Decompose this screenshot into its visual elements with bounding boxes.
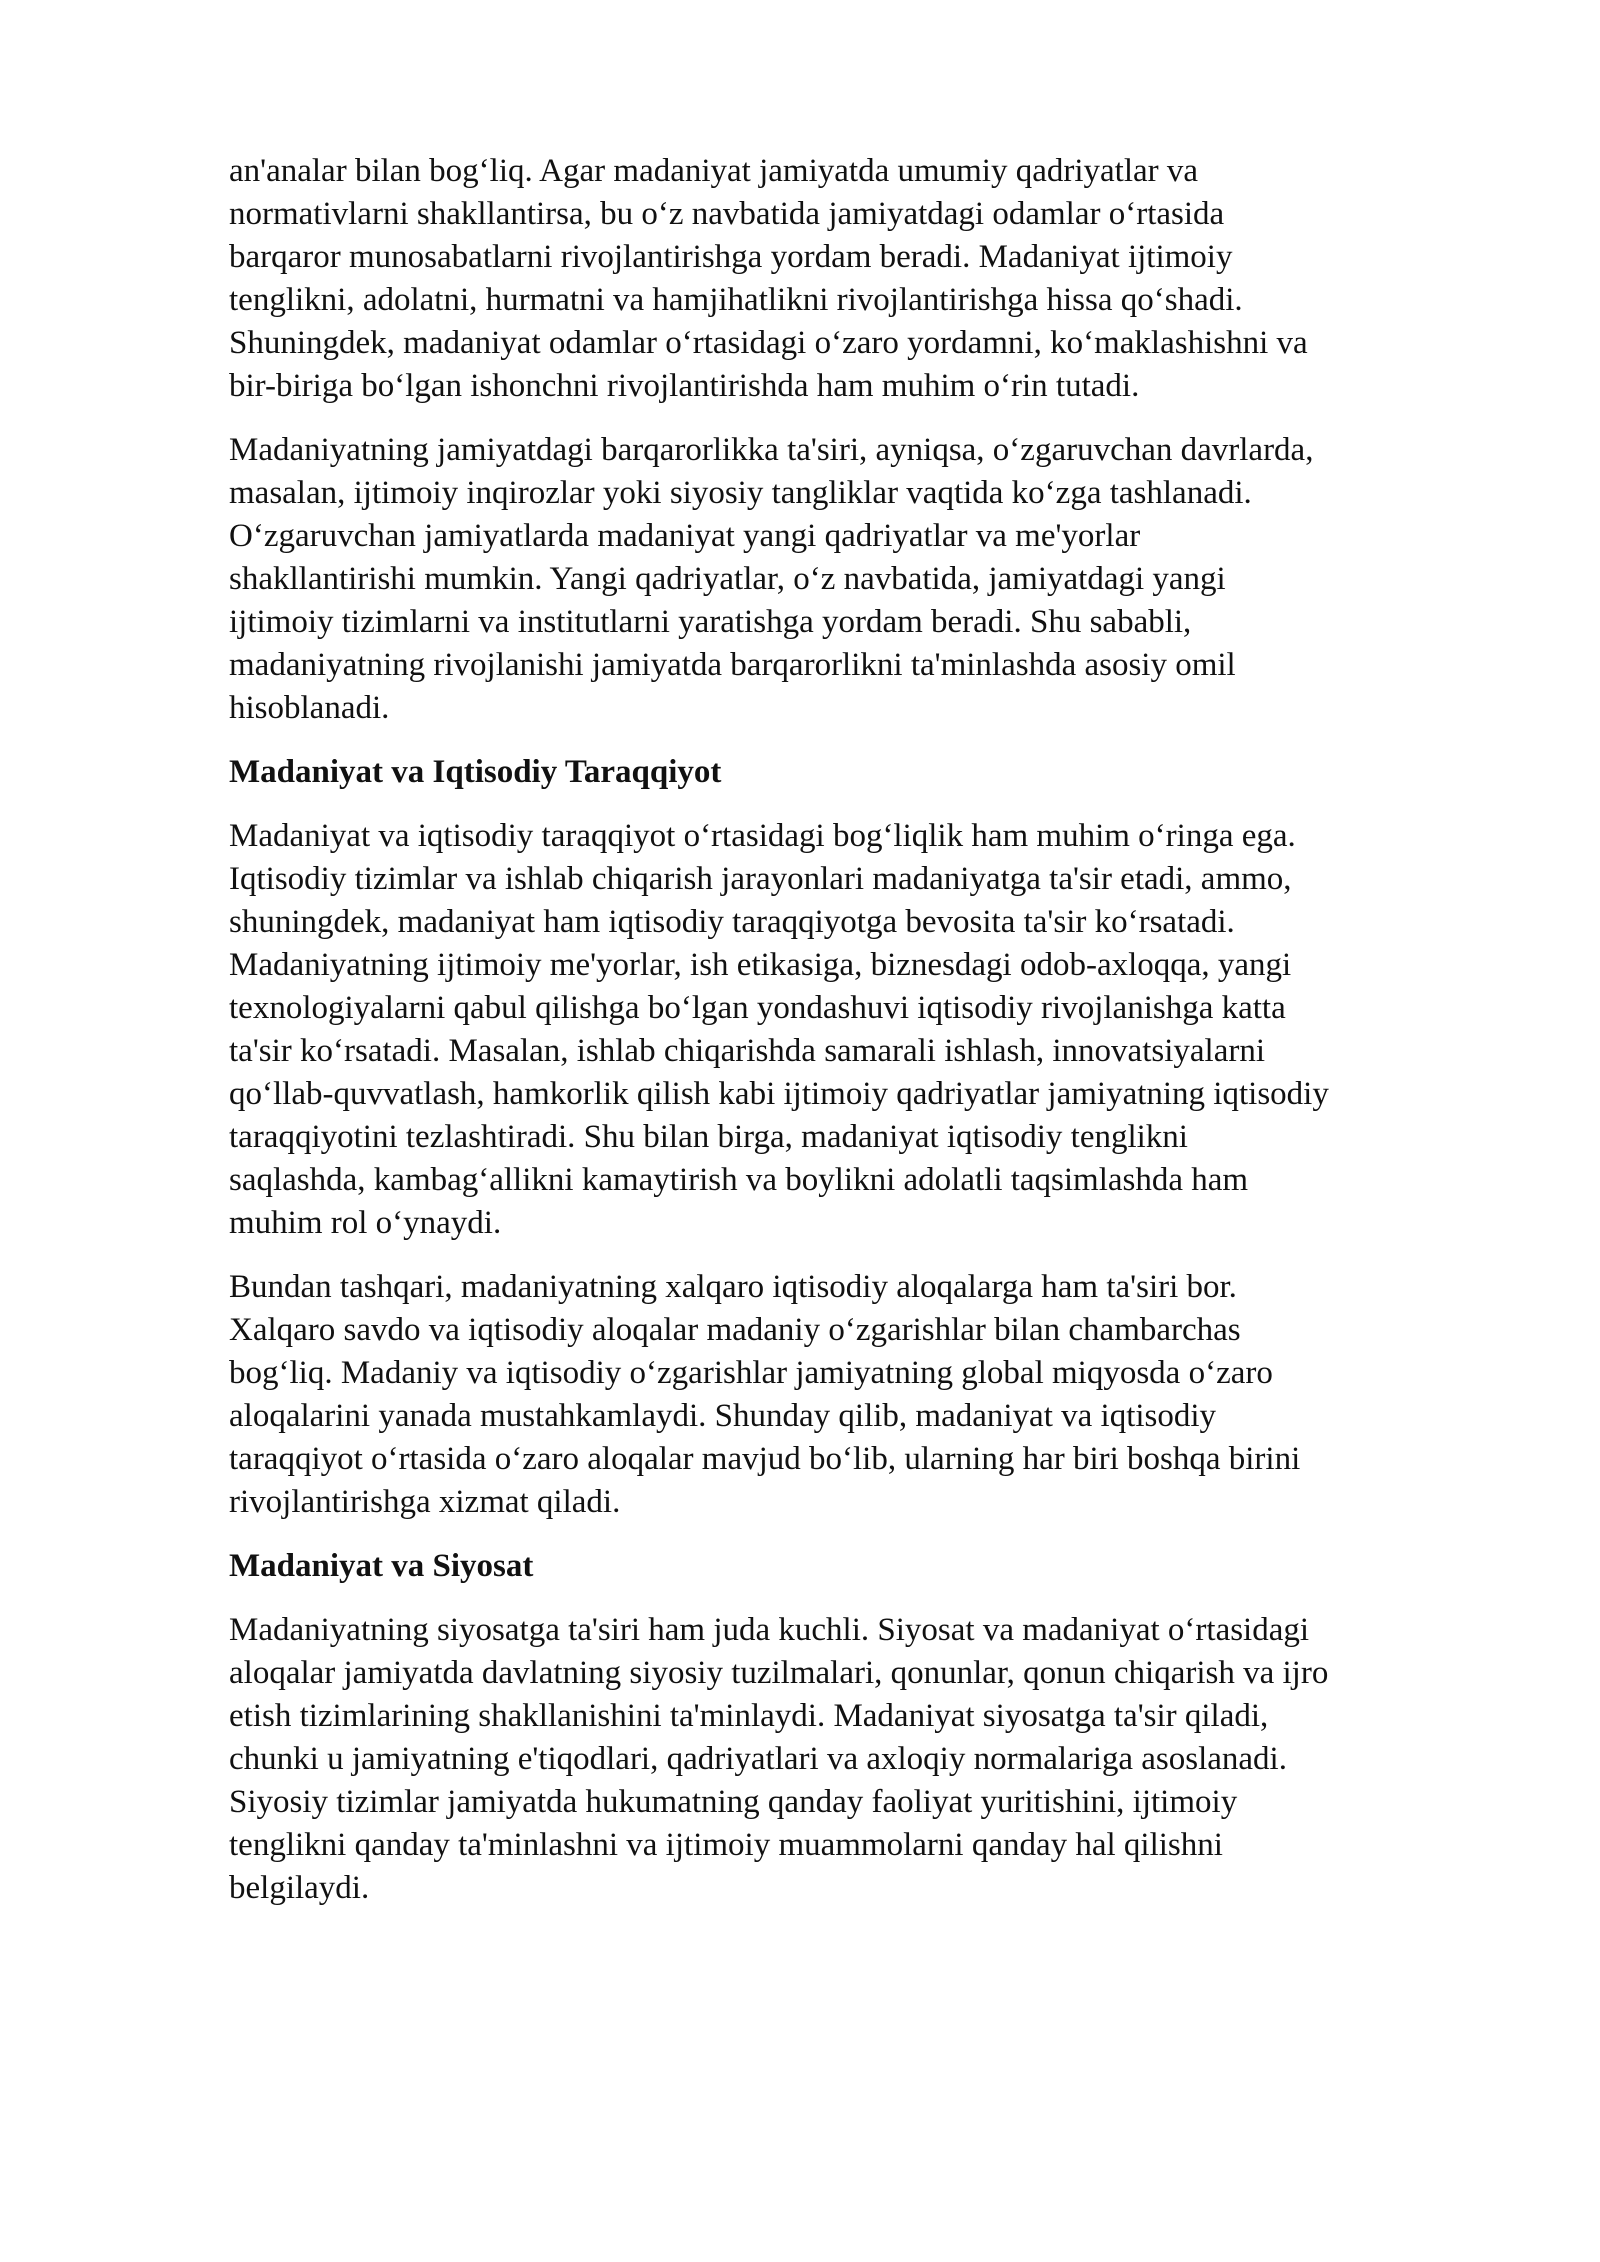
text-line: tenglikni qanday ta'minlashni va ijtimoiy muammolarni qanday hal qilishni bbox=[229, 1827, 1223, 1863]
paragraph-culture-stability bbox=[229, 429, 1499, 730]
text-line: ta'sir ko‘rsatadi. Masalan, ishlab chiqarishda samarali ishlash, innovatsiyalarni bbox=[229, 1033, 1266, 1069]
paragraph-culture-stability-intro bbox=[229, 150, 1499, 408]
text-line: Shuningdek, madaniyat odamlar o‘rtasidagi o‘zaro yordamni, ko‘maklashishni va bbox=[229, 325, 1308, 361]
text-line: taraqqiyot o‘rtasida o‘zaro aloqalar mavjud bo‘lib, ularning har biri boshqa birini bbox=[229, 1441, 1301, 1477]
text-line: belgilaydi. bbox=[229, 1870, 370, 1906]
text-line: saqlashda, kambag‘allikni kamaytirish va boylikni adolatli taqsimlashda ham bbox=[229, 1162, 1249, 1198]
text-line: Madaniyat va iqtisodiy taraqqiyot o‘rtasidagi bog‘liqlik ham muhim o‘ringa ega. bbox=[229, 818, 1296, 854]
text-line: muhim rol o‘ynaydi. bbox=[229, 1205, 502, 1241]
text-line: Iqtisodiy tizimlar va ishlab chiqarish jarayonlari madaniyatga ta'sir etadi, ammo, bbox=[229, 861, 1292, 897]
text-line: etish tizimlarining shakllanishini ta'minlaydi. Madaniyat siyosatga ta'sir qiladi, bbox=[229, 1698, 1269, 1734]
text-line: hisoblanadi. bbox=[229, 690, 390, 726]
text-line: aloqalarini yanada mustahkamlaydi. Shunday qilib, madaniyat va iqtisodiy bbox=[229, 1398, 1217, 1434]
text-line: aloqalar jamiyatda davlatning siyosiy tuzilmalari, qonunlar, qonun chiqarish va ijro bbox=[229, 1655, 1329, 1691]
document-page bbox=[229, 150, 1499, 1931]
text-line: an'analar bilan bog‘liq. Agar madaniyat jamiyatda umumiy qadriyatlar va bbox=[229, 153, 1199, 189]
text-line: normativlarni shakllantirsa, bu o‘z navbatida jamiyatdagi odamlar o‘rtasida bbox=[229, 196, 1225, 232]
text-line: Bundan tashqari, madaniyatning xalqaro iqtisodiy aloqalarga ham ta'siri bor. bbox=[229, 1269, 1237, 1305]
text-line: bir-biriga bo‘lgan ishonchni rivojlantirishda ham muhim o‘rin tutadi. bbox=[229, 368, 1140, 404]
text-line: madaniyatning rivojlanishi jamiyatda barqarorlikni ta'minlashda asosiy omil bbox=[229, 647, 1236, 683]
text-line: Madaniyatning jamiyatdagi barqarorlikka ta'siri, ayniqsa, o‘zgaruvchan davrlarda, bbox=[229, 432, 1314, 468]
text-line: taraqqiyotini tezlashtiradi. Shu bilan birga, madaniyat iqtisodiy tenglikni bbox=[229, 1119, 1188, 1155]
paragraph-international-economy bbox=[229, 1266, 1499, 1524]
text-line: shuningdek, madaniyat ham iqtisodiy taraqqiyotga bevosita ta'sir ko‘rsatadi. bbox=[229, 904, 1235, 940]
text-line: qo‘llab-quvvatlash, hamkorlik qilish kabi ijtimoiy qadriyatlar jamiyatning iqtisodiy bbox=[229, 1076, 1329, 1112]
text-line: barqaror munosabatlarni rivojlantirishga yordam beradi. Madaniyat ijtimoiy bbox=[229, 239, 1233, 275]
text-line: masalan, ijtimoiy inqirozlar yoki siyosiy tangliklar vaqtida ko‘zga tashlanadi. bbox=[229, 475, 1252, 511]
text-line: chunki u jamiyatning e'tiqodlari, qadriyatlari va axloqiy normalariga asoslanadi. bbox=[229, 1741, 1287, 1777]
text-line: bog‘liq. Madaniy va iqtisodiy o‘zgarishlar jamiyatning global miqyosda o‘zaro bbox=[229, 1355, 1273, 1391]
section-heading-economy: Madaniyat va Iqtisodiy Taraqqiyot bbox=[229, 754, 722, 790]
paragraph-culture-economy bbox=[229, 815, 1499, 1245]
text-line: texnologiyalarni qabul qilishga bo‘lgan yondashuvi iqtisodiy rivojlanishga katta bbox=[229, 990, 1286, 1026]
text-line: Madaniyatning ijtimoiy me'yorlar, ish etikasiga, biznesdagi odob-axloqqa, yangi bbox=[229, 947, 1292, 983]
text-line: O‘zgaruvchan jamiyatlarda madaniyat yangi qadriyatlar va me'yorlar bbox=[229, 518, 1141, 554]
text-line: shakllantirishi mumkin. Yangi qadriyatlar, o‘z navbatida, jamiyatdagi yangi bbox=[229, 561, 1226, 597]
text-line: rivojlantirishga xizmat qiladi. bbox=[229, 1484, 621, 1520]
text-line: ijtimoiy tizimlarni va institutlarni yaratishga yordam beradi. Shu sababli, bbox=[229, 604, 1192, 640]
paragraph-culture-politics bbox=[229, 1609, 1499, 1910]
section-heading-politics: Madaniyat va Siyosat bbox=[229, 1548, 534, 1584]
text-line: Xalqaro savdo va iqtisodiy aloqalar madaniy o‘zgarishlar bilan chambarchas bbox=[229, 1312, 1241, 1348]
text-line: tenglikni, adolatni, hurmatni va hamjihatlikni rivojlantirishga hissa qo‘shadi. bbox=[229, 282, 1243, 318]
text-line: Siyosiy tizimlar jamiyatda hukumatning qanday faoliyat yuritishini, ijtimoiy bbox=[229, 1784, 1238, 1820]
text-line: Madaniyatning siyosatga ta'siri ham juda kuchli. Siyosat va madaniyat o‘rtasidagi bbox=[229, 1612, 1310, 1648]
